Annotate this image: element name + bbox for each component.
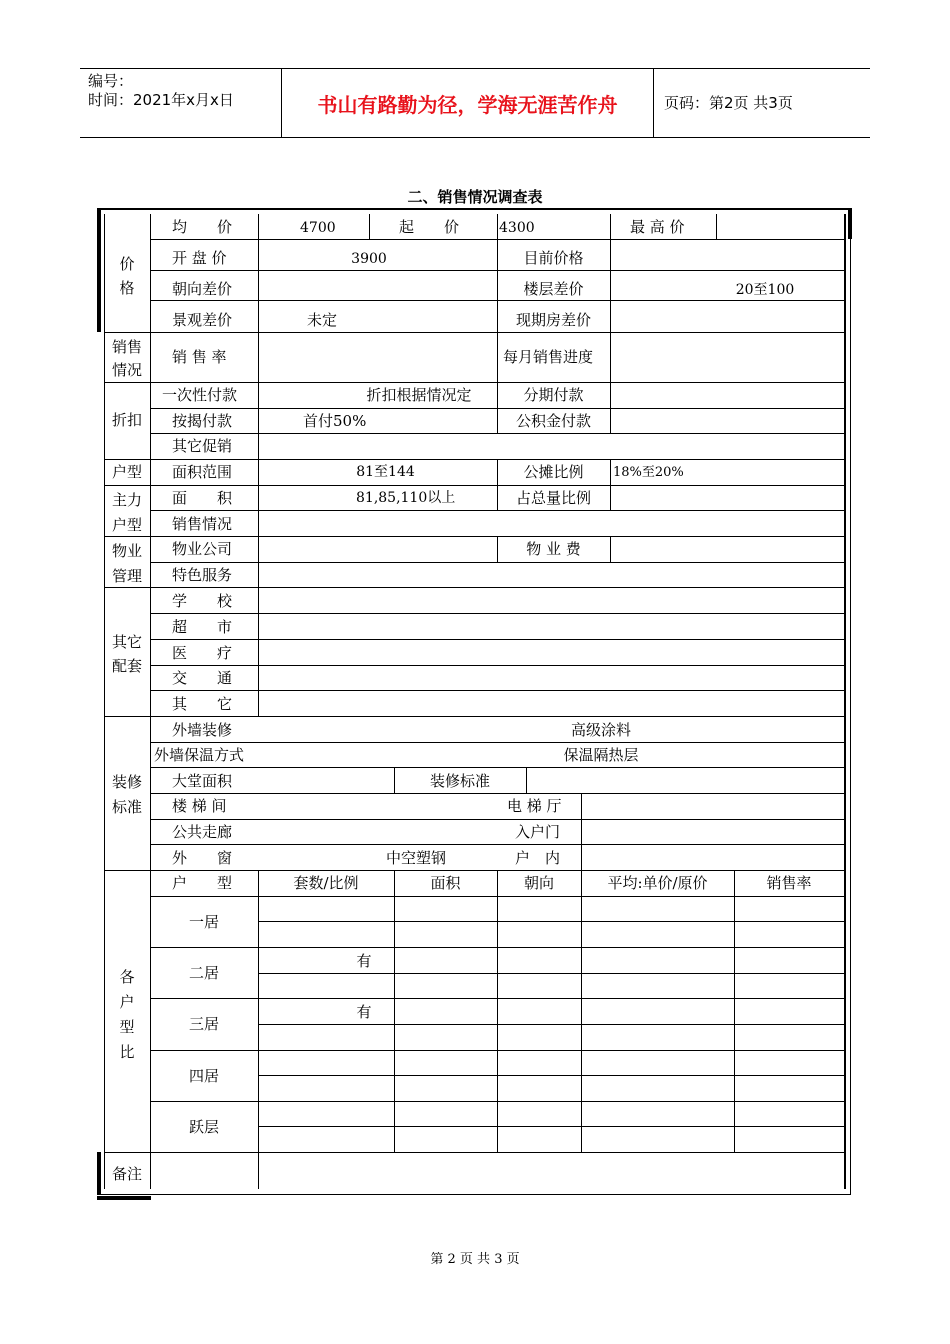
other-promo-label: 其它促销 — [172, 437, 233, 455]
area-range-label: 面积范围 — [172, 463, 233, 481]
wall-decoration-label: 外墙装修 — [172, 721, 233, 739]
ratio-header-sales-rate: 销售率 — [766, 874, 812, 892]
main-unit-section-label: 主力户型 — [112, 491, 143, 534]
ratio-header-price: 平均:单价/原价 — [607, 874, 708, 892]
installment-label: 分期付款 — [523, 386, 584, 404]
ratio-row-name: 一居 — [188, 913, 219, 931]
special-service-label: 特色服务 — [172, 566, 233, 584]
ratio-row-name: 二居 — [188, 964, 219, 982]
max-price-label: 最 高 价 — [630, 218, 685, 236]
ratio-header-orientation: 朝向 — [523, 874, 554, 892]
facility-item: 学 校 — [172, 592, 233, 610]
current-price-label: 目前价格 — [523, 249, 584, 267]
view-diff-label: 景观差价 — [172, 311, 233, 329]
open-price-label: 开 盘 价 — [172, 249, 227, 267]
lump-sum-label: 一次性付款 — [162, 386, 238, 404]
ratio-header-area: 面积 — [430, 874, 461, 892]
avg-price-label: 均 价 — [172, 218, 233, 236]
ratio-row-name: 三居 — [188, 1015, 219, 1033]
start-price-value[interactable]: 4300 — [499, 220, 535, 236]
area-range-value[interactable]: 81至144 — [356, 464, 415, 480]
floor-diff-label: 楼层差价 — [523, 280, 584, 298]
lump-sum-value[interactable]: 折扣根据情况定 — [366, 386, 472, 404]
view-diff-value[interactable]: 未定 — [307, 311, 338, 329]
window-label: 外 窗 — [172, 849, 233, 867]
ratio-row-name: 跃层 — [188, 1118, 219, 1136]
decoration-section-label: 装修标准 — [112, 773, 143, 816]
total-ratio-label: 占总量比例 — [515, 489, 591, 507]
insulation-value[interactable]: 保温隔热层 — [563, 746, 639, 764]
lobby-area-label: 大堂面积 — [172, 772, 233, 790]
ratio-row-count[interactable]: 有 — [356, 1003, 372, 1021]
mortgage-value[interactable]: 首付50% — [303, 412, 367, 430]
document-header — [80, 68, 870, 138]
price-section-label: 价格 — [119, 255, 135, 297]
elevator-hall-label: 电 梯 厅 — [507, 797, 562, 815]
main-area-label: 面 积 — [172, 489, 233, 507]
remarks-label: 备注 — [111, 1165, 142, 1183]
ratio-row-name: 四居 — [188, 1067, 219, 1085]
share-ratio-label: 公摊比例 — [523, 463, 584, 481]
share-ratio-value[interactable]: 18%至20% — [613, 465, 684, 480]
decoration-standard-label: 装修标准 — [429, 772, 490, 790]
discount-section-label: 折扣 — [111, 411, 142, 429]
stairwell-label: 楼 梯 间 — [172, 797, 227, 815]
corridor-label: 公共走廊 — [172, 823, 233, 841]
facility-item: 医 疗 — [172, 644, 233, 662]
ratio-header-count: 套数/比例 — [293, 874, 359, 892]
main-area-value[interactable]: 81,85,110以上 — [356, 490, 456, 506]
sales-section-label: 销售情况 — [112, 338, 143, 379]
monthly-progress-label: 每月销售进度 — [503, 348, 594, 366]
facility-item: 交 通 — [172, 669, 233, 687]
floor-diff-value[interactable]: 20至100 — [735, 282, 795, 298]
wall-decoration-value[interactable]: 高级涂料 — [570, 721, 631, 739]
indoor-label: 户 内 — [515, 849, 561, 867]
mortgage-label: 按揭付款 — [172, 412, 233, 430]
entry-door-label: 入户门 — [515, 823, 561, 841]
insulation-label: 外墙保温方式 — [154, 746, 245, 764]
property-company-label: 物业公司 — [172, 540, 233, 558]
open-price-value[interactable]: 3900 — [351, 251, 387, 267]
header-motto: 书山有路勤为径，学海无涯苦作舟 — [317, 92, 618, 117]
header-info — [80, 69, 280, 137]
fund-payment-label: 公积金付款 — [515, 412, 591, 430]
page-label: 页码：第2页 共3页 — [664, 94, 793, 112]
sales-rate-label: 销 售 率 — [172, 348, 227, 366]
orientation-diff-label: 朝向差价 — [172, 280, 233, 298]
time-label: 时间：2021年x月x日 — [88, 91, 234, 109]
page-title: 二、销售情况调查表 — [407, 188, 543, 206]
ratio-header-unit: 户 型 — [172, 874, 233, 892]
spot-diff-label: 现期房差价 — [515, 311, 591, 329]
number-label: 编号： — [88, 72, 134, 90]
facility-item: 其 它 — [172, 695, 233, 713]
unit-section-label: 户型 — [111, 463, 142, 481]
property-fee-label: 物 业 费 — [526, 540, 581, 558]
facility-item: 超 市 — [172, 618, 233, 636]
window-value[interactable]: 中空塑钢 — [385, 849, 446, 867]
facilities-section-label: 其它配套 — [112, 633, 143, 675]
avg-price-value[interactable]: 4700 — [300, 220, 336, 236]
page-footer: 第 2 页 共 3 页 — [430, 1252, 520, 1267]
ratio-section-label: 各户型比 — [119, 968, 135, 1061]
ratio-row-count[interactable]: 有 — [356, 952, 372, 970]
start-price-label: 起 价 — [399, 218, 460, 236]
main-sales-label: 销售情况 — [172, 515, 233, 533]
property-section-label: 物业管理 — [112, 542, 143, 585]
